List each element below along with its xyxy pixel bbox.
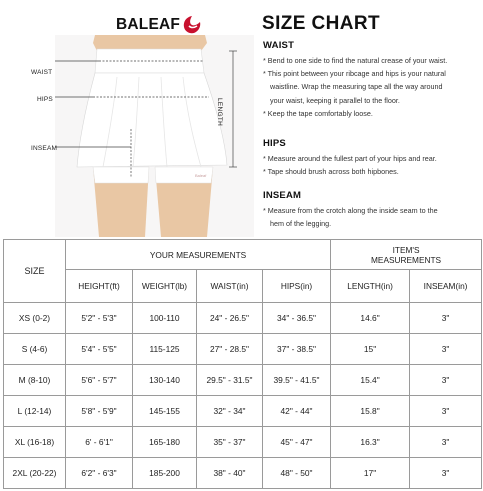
items-measurements-line2: MEASUREMENTS (371, 254, 442, 265)
hips-cell: 45" - 47" (263, 427, 331, 458)
skirt-photo (55, 35, 254, 237)
height-cell: 5'6" - 5'7" (66, 365, 133, 396)
inseam-cell: 3" (410, 427, 482, 458)
table-row (4, 334, 482, 365)
height-cell: 5'8" - 5'9" (66, 396, 133, 427)
inseam-heading: INSEAM (263, 190, 302, 201)
leaf-logo-icon (181, 14, 203, 36)
weight-cell: 185-200 (133, 458, 197, 489)
waist-heading: WAIST (263, 40, 295, 51)
inseam-cell: 3" (410, 365, 482, 396)
hips-cell: 37" - 38.5" (263, 334, 331, 365)
length-cell: 15.4" (331, 365, 410, 396)
size-cell: L (12-14) (4, 396, 66, 427)
weight-cell: 100-110 (133, 303, 197, 334)
waist-label: WAIST (31, 69, 53, 76)
inseam-cell: 3" (410, 458, 482, 489)
waist-line: your waist, keeping it parallel to the floor. (270, 95, 400, 105)
inseam-line: * Measure from the crotch along the inside seam to the (263, 206, 438, 215)
waist-line: * Bend to one side to find the natural crease of your waist. (263, 56, 448, 65)
inseam-cell: 3" (410, 334, 482, 365)
table-row (4, 365, 482, 396)
waist-cell: 24" - 26.5" (197, 303, 263, 334)
length-label: LENGTH (216, 98, 223, 127)
length-cell: 17" (331, 458, 410, 489)
length-cell: 15" (331, 334, 410, 365)
waist-line: * Keep the tape comfortably loose. (263, 108, 373, 118)
column-header-waist: WAIST(in) (197, 270, 263, 303)
length-cell: 16.3" (331, 427, 410, 458)
waist-line: waistline. Wrap the measuring tape all the way around (270, 82, 443, 92)
hips-cell: 48" - 50" (263, 458, 331, 489)
hips-line: * Tape should brush across both hipbones. (263, 167, 399, 177)
inseam-label: INSEAM (31, 145, 58, 152)
inseam-line: hem of the legging. (270, 219, 332, 229)
waist-cell: 35" - 37" (197, 427, 263, 458)
svg-text:Baleaf: Baleaf (195, 173, 207, 178)
size-chart-table (3, 239, 482, 489)
inseam-instructions (263, 190, 483, 230)
waist-cell: 27" - 28.5" (197, 334, 263, 365)
hips-heading: HIPS (263, 138, 286, 149)
hips-line: * Measure around the fullest part of your hips and rear. (263, 154, 437, 163)
table-row (4, 303, 482, 334)
items-measurements-header (331, 240, 482, 270)
height-cell: 5'2" - 5'3" (66, 303, 133, 334)
table-row (4, 458, 482, 489)
column-header-height: HEIGHT(ft) (66, 270, 133, 303)
waist-instructions (263, 40, 483, 120)
waist-cell: 29.5" - 31.5" (197, 365, 263, 396)
brand-name: BALEAF (116, 16, 181, 33)
weight-cell: 145-155 (133, 396, 197, 427)
column-header-hips: HIPS(in) (263, 270, 331, 303)
hips-cell: 42" - 44" (263, 396, 331, 427)
inseam-cell: 3" (410, 303, 482, 334)
table-row (4, 396, 482, 427)
size-cell: M (8-10) (4, 365, 66, 396)
weight-cell: 115-125 (133, 334, 197, 365)
page-title: SIZE CHART (262, 13, 380, 34)
weight-cell: 165-180 (133, 427, 197, 458)
waist-cell: 32" - 34" (197, 396, 263, 427)
weight-cell: 130-140 (133, 365, 197, 396)
hips-cell: 39.5" - 41.5" (263, 365, 331, 396)
length-cell: 14.6" (331, 303, 410, 334)
size-cell: XS (0-2) (4, 303, 66, 334)
height-cell: 6'2" - 6'3" (66, 458, 133, 489)
height-cell: 6' - 6'1" (66, 427, 133, 458)
hips-cell: 34" - 36.5" (263, 303, 331, 334)
inseam-cell: 3" (410, 396, 482, 427)
brand-logo (116, 14, 203, 36)
column-header-weight: WEIGHT(lb) (133, 270, 197, 303)
column-header-inseam: INSEAM(in) (410, 270, 482, 303)
waist-line: * This point between your ribcage and hips is your natural (263, 69, 446, 79)
skirt-illustration (55, 35, 254, 237)
size-cell: XL (16-18) (4, 427, 66, 458)
size-cell: 2XL (20-22) (4, 458, 66, 489)
length-cell: 15.8" (331, 396, 410, 427)
hips-label: HIPS (37, 96, 53, 103)
table-row (4, 427, 482, 458)
waist-cell: 38" - 40" (197, 458, 263, 489)
size-cell: S (4-6) (4, 334, 66, 365)
size-header: SIZE (4, 240, 66, 303)
column-header-length: LENGTH(in) (331, 270, 410, 303)
height-cell: 5'4" - 5'5" (66, 334, 133, 365)
your-measurements-header: YOUR MEASUREMENTS (66, 240, 331, 270)
hips-instructions (263, 138, 483, 178)
items-measurements-line1: ITEM'S (392, 244, 420, 255)
